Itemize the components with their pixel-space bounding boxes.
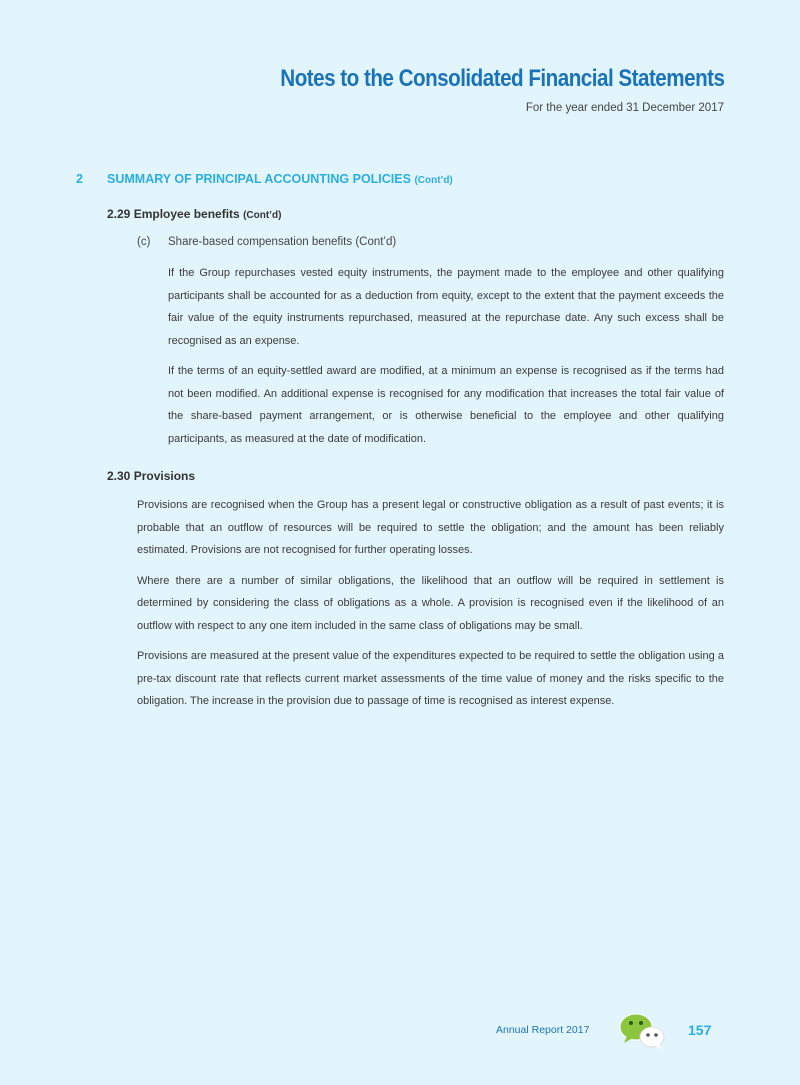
- subsection-cont: (Cont’d): [243, 210, 282, 221]
- employee-benefits-paragraphs: [168, 262, 724, 458]
- subsection-title: 2.30 Provisions: [107, 469, 196, 483]
- section-title: SUMMARY OF PRINCIPAL ACCOUNTING POLICIES: [107, 172, 411, 186]
- section-cont: (Cont’d): [414, 175, 453, 186]
- paragraph: If the Group repurchases vested equity instruments, the payment made to the employee and other qualifying participants shall be accounted for as a deduction from equity, except to the extent that the payment exceeds the fair value of the equity instruments repurchased, measured at the repurchase date. Any such excess shall be recognised as an expense.: [168, 267, 724, 347]
- page-header: [208, 64, 724, 114]
- page-subtitle: For the year ended 31 December 2017: [525, 102, 724, 114]
- page-title: Notes to the Consolidated Financial Statements: [279, 65, 724, 92]
- item-title: Share-based compensation benefits (Cont’d): [168, 236, 397, 248]
- subsection-heading-2-29: [107, 207, 281, 221]
- paragraph: Provisions are recognised when the Group has a present legal or constructive obligation as a result of past events; it is probable that an outflow of resources will be required to settle the obligation; and the amount has been reliably estimated. Provisions are not recognised for further operating losses.: [137, 499, 724, 556]
- item-heading-c: [137, 236, 396, 248]
- page-number: 157: [688, 1022, 712, 1038]
- section-number: 2: [76, 172, 83, 186]
- paragraph: Where there are a number of similar obligations, the likelihood that an outflow will be required in settlement is determined by considering the class of obligations as a whole. A provision is recognised even if the likelihood of an outflow with respect to any one item included in the same class of obligations may be small.: [137, 574, 724, 632]
- paragraph: Provisions are measured at the present value of the expenditures expected to be required to settle the obligation using a pre-tax discount rate that reflects current market assessments of the time value of money and the risks specific to the obligation. The increase in the provision due to passage of time is recognised as interest expense.: [137, 650, 724, 707]
- footer-label: Annual Report 2017: [496, 1024, 590, 1036]
- subsection-heading-2-30: [107, 469, 195, 483]
- wechat-logo-icon: [617, 1011, 667, 1051]
- subsection-title: 2.29 Employee benefits: [107, 207, 240, 221]
- item-marker: (c): [137, 236, 151, 248]
- provisions-paragraphs: [137, 494, 724, 721]
- section-heading: [76, 172, 453, 186]
- paragraph: If the terms of an equity-settled award are modified, at a minimum an expense is recognised as if the terms had not been modified. An additional expense is recognised for any modification that increases the total fair value of the share-based payment arrangement, or is otherwise beneficial to the employee and other qualifying participants, as measured at the date of modification.: [168, 365, 724, 445]
